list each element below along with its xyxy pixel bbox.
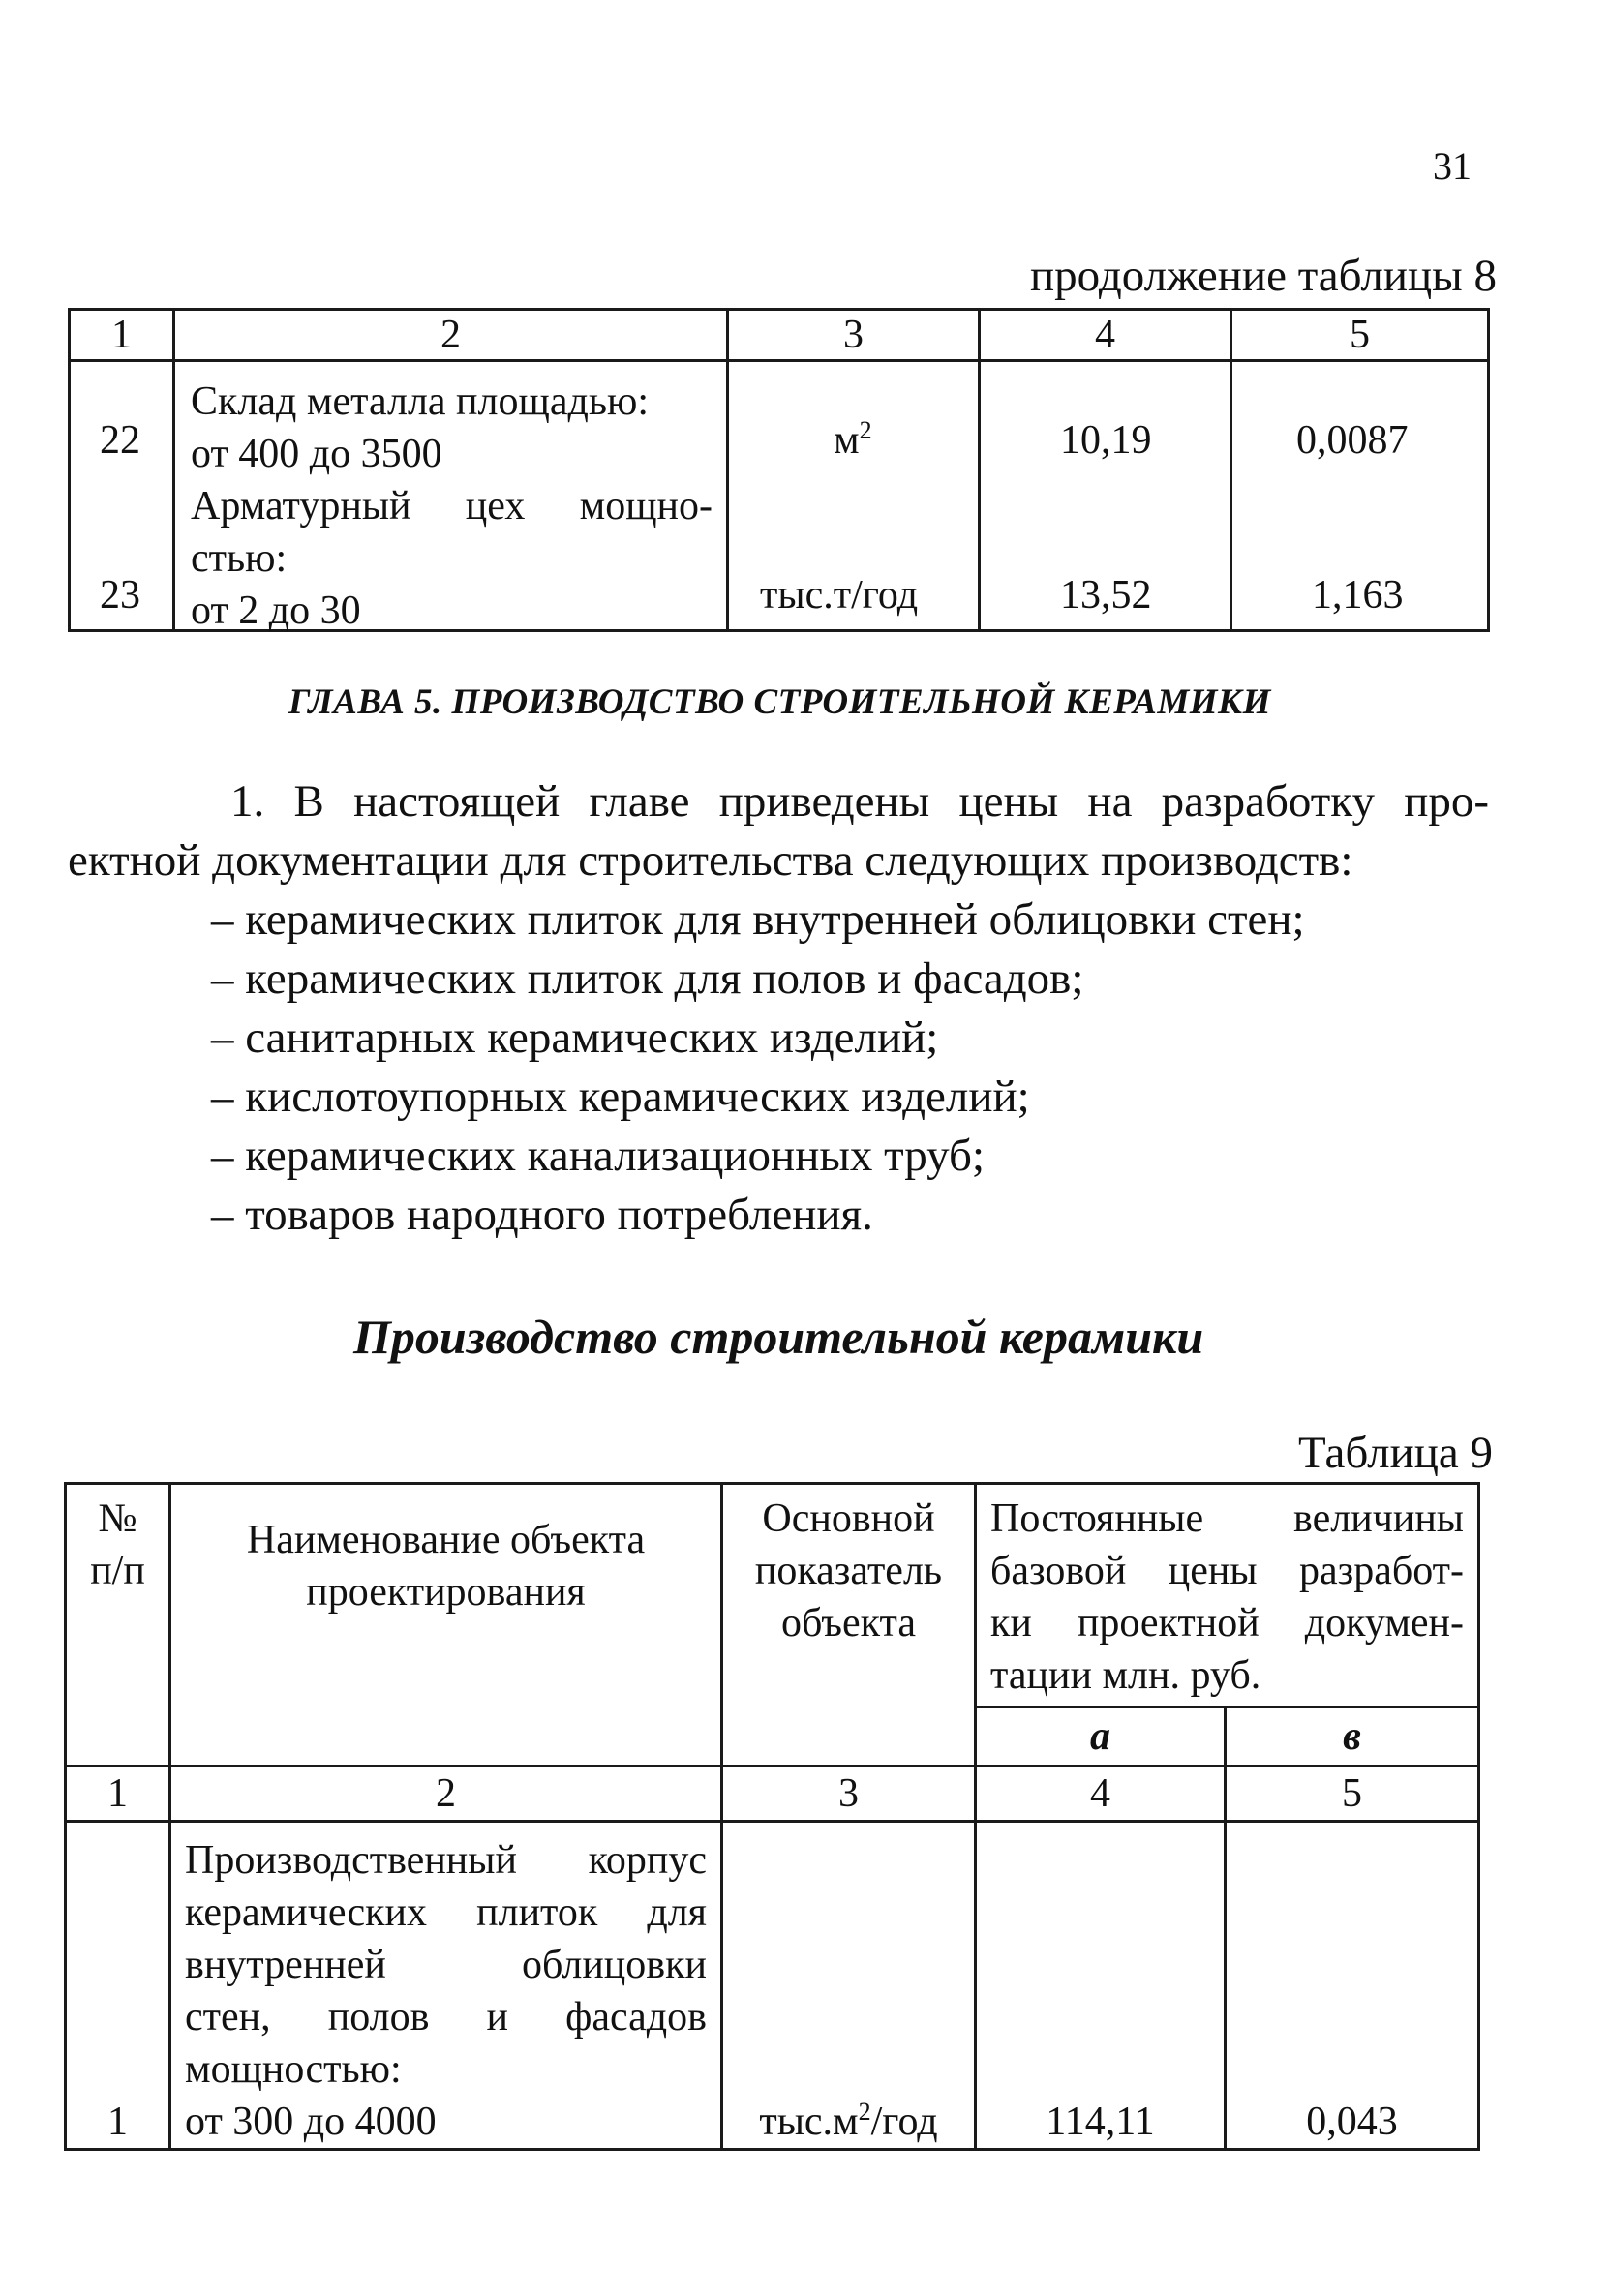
subheader-b: в xyxy=(1226,1707,1479,1767)
object-name-line: от 2 до 30 xyxy=(191,589,361,633)
object-name-line: Арматурный цех мощно- xyxy=(191,484,713,529)
indicator-header: Основной показатель объекта xyxy=(722,1484,976,1767)
object-names-cell xyxy=(174,361,728,631)
value-b-cell xyxy=(1231,361,1489,631)
column-number-3: 3 xyxy=(722,1767,976,1822)
object-name: Производственный корпус керамических плиток для внутренней облицовки стен, полов и фасадов мощностью: от 300 до 4000 xyxy=(170,1822,722,2150)
list-item: – керамических канализационных труб; xyxy=(211,1131,986,1181)
chapter-title: ГЛАВА 5. ПРОИЗВОДСТВО СТРОИТЕЛЬНОЙ КЕРАМИКИ xyxy=(288,682,1271,722)
value-b: 1,163 xyxy=(1312,573,1404,618)
intro-line: 1. В настоящей главе приведены цены на разработку про- xyxy=(230,776,1489,827)
value-a: 13,52 xyxy=(1060,573,1152,618)
list-item: – товаров народного потребления. xyxy=(211,1190,873,1240)
value-a: 10,19 xyxy=(1060,418,1152,463)
column-number-1: 1 xyxy=(66,1767,170,1822)
row-number-22: 22 xyxy=(100,418,140,463)
value-b: 0,0087 xyxy=(1296,418,1409,463)
object-name-line: Склад металла площадью: xyxy=(191,379,650,424)
list-item: – санитарных керамических изделий; xyxy=(211,1012,939,1063)
subheader-a: а xyxy=(976,1707,1226,1767)
column-number-3: 3 xyxy=(728,310,980,361)
table-row xyxy=(66,1822,1479,2150)
table-header-row xyxy=(66,1484,1479,1707)
column-number-4: 4 xyxy=(980,310,1231,361)
object-name-line: от 400 до 3500 xyxy=(191,432,442,476)
list-item: – керамических плиток для внутренней облицовки стен; xyxy=(211,894,1305,945)
value-a: 114,11 xyxy=(976,1822,1226,2150)
row-numbers-cell xyxy=(70,361,174,631)
column-number-1: 1 xyxy=(70,310,174,361)
intro-line: ектной документации для строительства следующих производств: xyxy=(68,835,1353,886)
unit-value: тыс.т/год xyxy=(760,573,919,618)
page-number: 31 xyxy=(1433,144,1472,188)
intro-paragraph xyxy=(68,772,1489,1245)
column-number-4: 4 xyxy=(976,1767,1226,1822)
column-number-row xyxy=(66,1767,1479,1822)
list-item: – керамических плиток для полов и фасадов; xyxy=(211,953,1084,1004)
table-row xyxy=(70,361,1489,631)
number-header: № п/п xyxy=(66,1484,170,1767)
value-a-cell xyxy=(980,361,1231,631)
row-number: 1 xyxy=(66,1822,170,2150)
table-8-continuation xyxy=(68,308,1490,632)
table-9 xyxy=(64,1482,1480,2151)
value-b: 0,043 xyxy=(1226,1822,1479,2150)
column-number-2: 2 xyxy=(174,310,728,361)
object-name-line: стью: xyxy=(191,536,288,581)
column-number-2: 2 xyxy=(170,1767,722,1822)
row-number-23: 23 xyxy=(100,573,140,618)
name-header: Наименование объекта проектирования xyxy=(170,1484,722,1767)
table-header-row xyxy=(70,310,1489,361)
section-title: Производство строительной керамики xyxy=(353,1310,1204,1364)
unit-value: $м^2$ xyxy=(834,416,872,463)
table-continuation-label: продолжение таблицы 8 xyxy=(1030,251,1497,301)
column-number-5: 5 xyxy=(1226,1767,1479,1822)
list-item: – кислотоупорных керамических изделий; xyxy=(211,1072,1030,1122)
column-number-5: 5 xyxy=(1231,310,1489,361)
unit-value: $тыс.м^2$/год xyxy=(722,1822,976,2150)
units-cell xyxy=(728,361,980,631)
table-label: Таблица 9 xyxy=(1297,1428,1493,1478)
base-price-header: Постоянные величины базовой цены разработ- ки проектной докумен- тации млн. руб. xyxy=(976,1484,1479,1707)
